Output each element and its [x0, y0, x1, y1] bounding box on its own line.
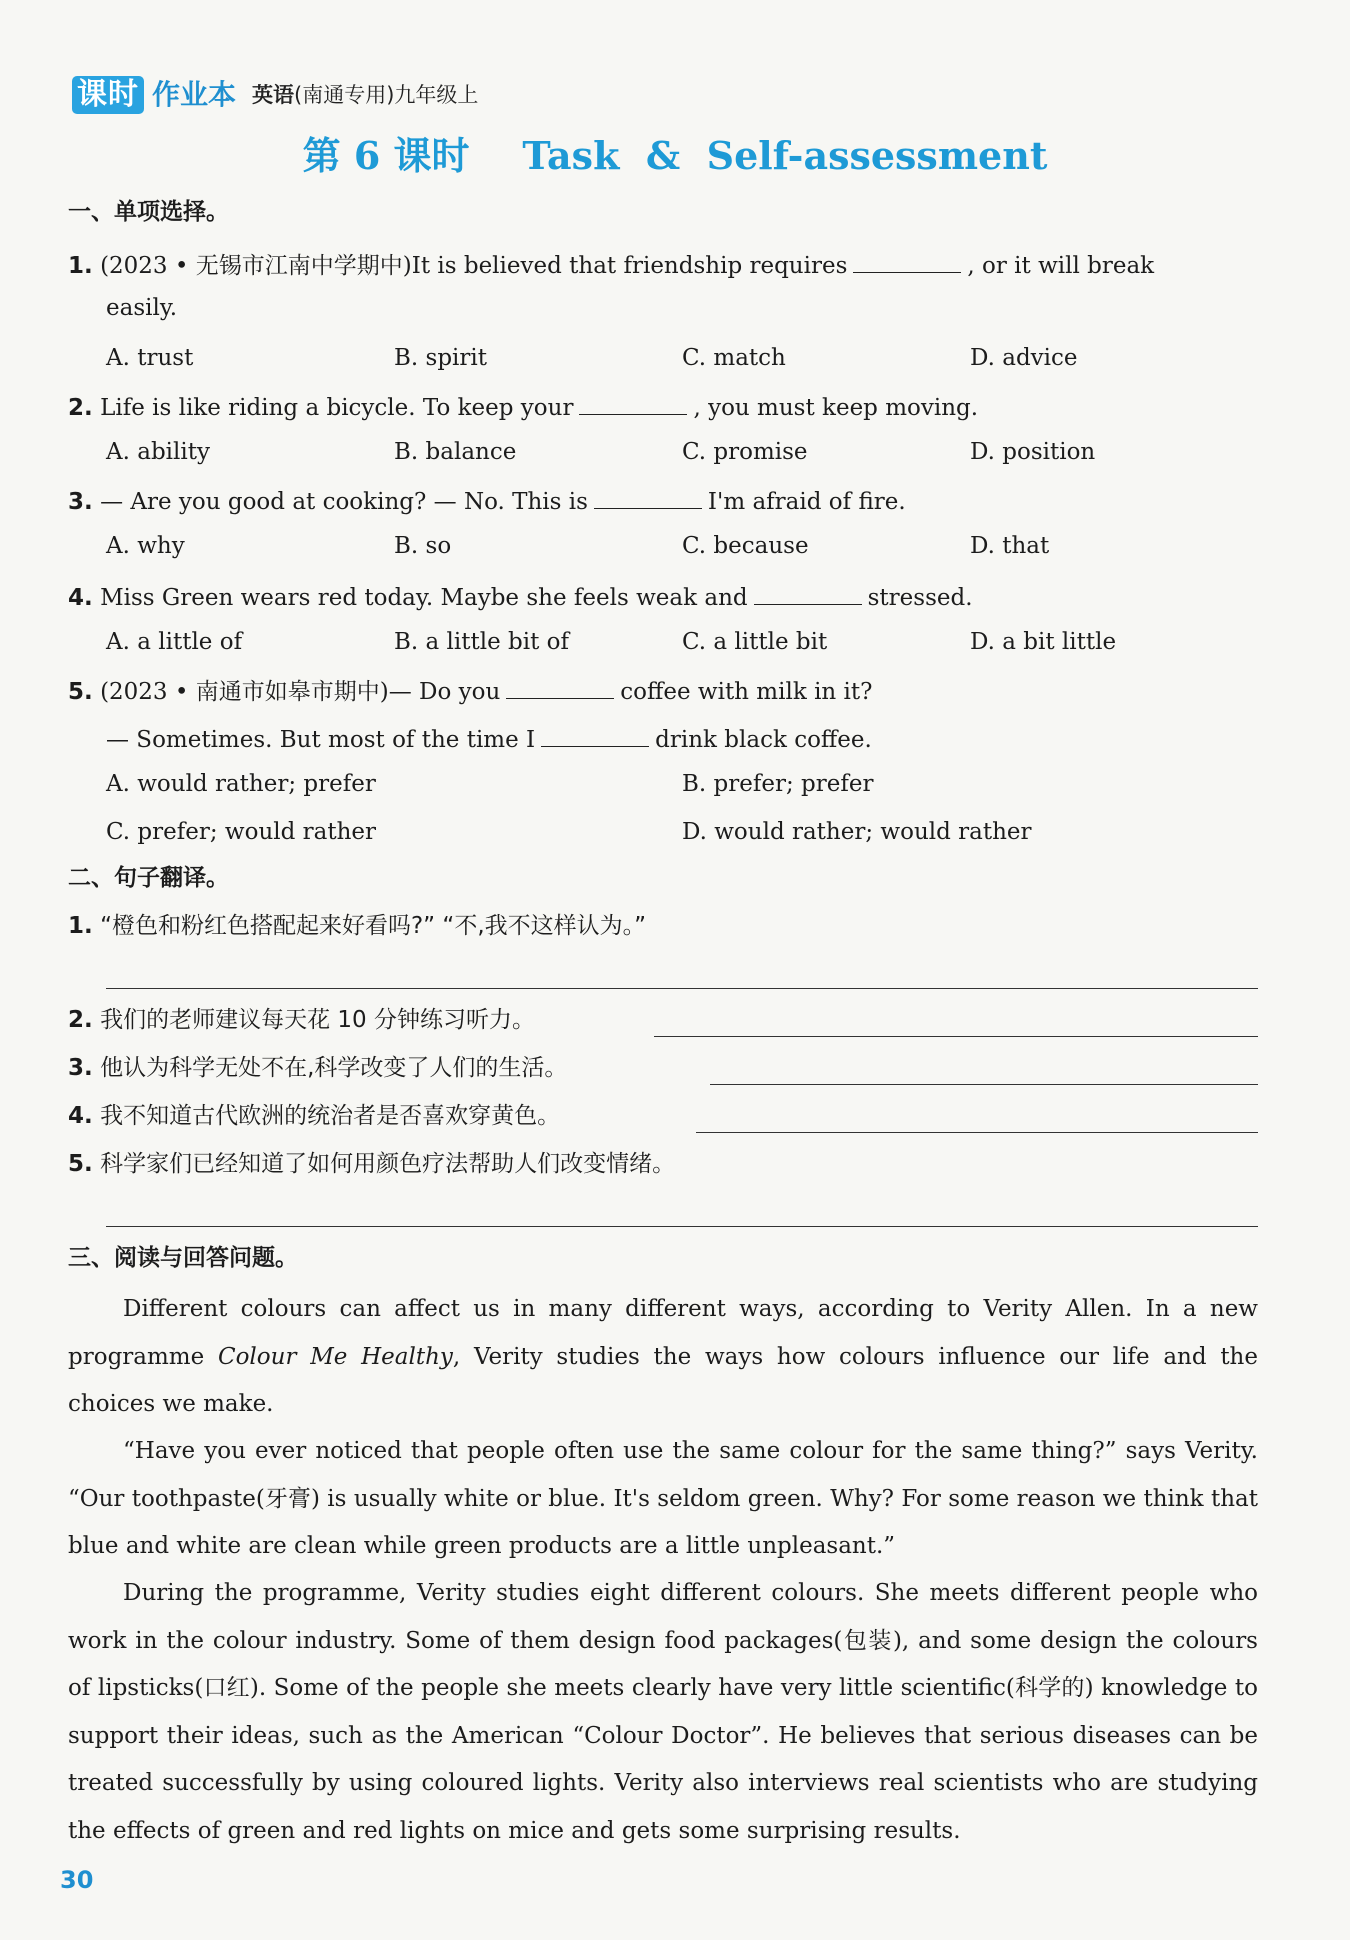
question-text: , or it will break [967, 253, 1155, 279]
logo-box: 课时 [72, 76, 144, 114]
page-number: 30 [60, 1866, 94, 1894]
section-heading-translation: 二、句子翻译。 [68, 865, 229, 891]
question-text: (2023 • 南通市如皋市期中)— Do you [100, 679, 501, 705]
question-text: coffee with milk in it? [620, 679, 873, 705]
option-a[interactable]: A. why [106, 533, 185, 559]
answer-blank[interactable] [594, 482, 702, 509]
translation-item-2 [68, 1002, 535, 1038]
item-number: 5. [68, 1151, 93, 1177]
reading-paragraph-3: During the programme, Verity studies eight different colours. She meets different people who work in the colour industry. Some of them design food packages(包装), and some design the colours of lipsticks(口红). Some of the people she meets clearly have very little scientific(科学的) knowledge to support their ideas, such as the American “Colour Doctor”. He believes that serious diseases can be treated successfully by using coloured lights. Verity also interviews real scientists who are studying the effects of green and red lights on mice and gets some surprising results. [68, 1580, 1258, 1844]
question-number: 2. [68, 395, 93, 421]
translation-item-3 [68, 1050, 567, 1086]
option-b[interactable]: B. a little bit of [394, 629, 570, 655]
item-number: 3. [68, 1055, 93, 1081]
answer-blank[interactable] [506, 672, 614, 699]
question-3 [68, 482, 906, 520]
question-text: — Are you good at cooking? — No. This is [100, 489, 588, 515]
paragraph-text: Different colours can affect us in many different ways, according to Verity Allen. In a new programme [68, 1296, 1258, 1370]
question-1 [68, 246, 1154, 284]
answer-blank[interactable] [541, 720, 649, 747]
question-text: stressed. [867, 585, 973, 611]
question-text: (2023 • 无锡市江南中学期中)It is believed that friendship requires [100, 253, 848, 279]
option-d[interactable]: D. advice [970, 345, 1078, 371]
section-heading-reading: 三、阅读与回答问题。 [68, 1245, 298, 1271]
option-b[interactable]: B. balance [394, 439, 517, 465]
question-5-line-2 [106, 720, 872, 758]
item-text: 我不知道古代欧洲的统治者是否喜欢穿黄色。 [100, 1103, 561, 1129]
answer-line[interactable] [710, 1084, 1258, 1085]
logo-text: 作业本 [152, 78, 237, 111]
item-number: 1. [68, 913, 93, 939]
book-grade: 九年级上 [394, 83, 479, 107]
publisher-logo [72, 76, 236, 114]
item-text: 他认为科学无处不在,科学改变了人们的生活。 [100, 1055, 568, 1081]
question-2 [68, 388, 978, 426]
question-text: Life is like riding a bicycle. To keep your [100, 395, 574, 421]
option-a[interactable]: A. would rather; prefer [106, 771, 376, 797]
book-title [252, 76, 478, 114]
option-d[interactable]: D. that [970, 533, 1050, 559]
answer-blank[interactable] [853, 246, 961, 273]
question-text: Miss Green wears red today. Maybe she feels weak and [100, 585, 748, 611]
question-1-continuation: easily. [106, 295, 178, 321]
book-subject-note: (南通专用) [294, 83, 395, 107]
option-a[interactable]: A. trust [106, 345, 194, 371]
paragraph-text: , Verity studies the ways how colours influence our life and the choices we make. [68, 1343, 1258, 1417]
lesson-title: 第 6 课时 Task & Self-assessment [302, 133, 1048, 178]
question-number: 1. [68, 253, 93, 279]
item-text: 我们的老师建议每天花 10 分钟练习听力。 [100, 1007, 535, 1033]
option-c[interactable]: C. match [682, 345, 786, 371]
answer-line[interactable] [106, 988, 1258, 989]
item-number: 4. [68, 1103, 93, 1129]
option-a[interactable]: A. ability [106, 439, 210, 465]
translation-item-1 [68, 908, 646, 944]
programme-title: Colour Me Healthy [217, 1343, 453, 1370]
reading-paragraph-2: “Have you ever noticed that people often use the same colour for the same thing?” says Verity. “Our toothpaste(牙膏) is usually white or blue. It's seldom green. Why? For some reason we think that blue and white are clean while green products are a little unpleasant.” [68, 1438, 1258, 1559]
question-5 [68, 672, 873, 710]
option-c[interactable]: C. promise [682, 439, 808, 465]
reading-paragraph-1 [68, 1286, 1258, 1429]
option-b[interactable]: B. prefer; prefer [682, 771, 874, 797]
question-text: I'm afraid of fire. [707, 489, 906, 515]
question-number: 3. [68, 489, 93, 515]
answer-blank[interactable] [579, 388, 687, 415]
item-text: “橙色和粉红色搭配起来好看吗?” “不,我不这样认为。” [100, 913, 647, 939]
option-d[interactable]: D. would rather; would rather [682, 819, 1032, 845]
option-d[interactable]: D. position [970, 439, 1096, 465]
question-number: 4. [68, 585, 93, 611]
option-b[interactable]: B. spirit [394, 345, 487, 371]
option-c[interactable]: C. prefer; would rather [106, 819, 377, 845]
translation-item-5 [68, 1146, 675, 1182]
translation-item-4 [68, 1098, 560, 1134]
item-text: 科学家们已经知道了如何用颜色疗法帮助人们改变情绪。 [100, 1151, 676, 1177]
question-text: — Sometimes. But most of the time I [106, 727, 536, 753]
page-header [72, 68, 478, 114]
question-text: drink black coffee. [655, 727, 872, 753]
question-number: 5. [68, 679, 93, 705]
section-heading-multiple-choice: 一、单项选择。 [68, 199, 229, 225]
option-a[interactable]: A. a little of [106, 629, 243, 655]
answer-blank[interactable] [754, 578, 862, 605]
option-b[interactable]: B. so [394, 533, 452, 559]
book-subject: 英语 [252, 83, 295, 107]
item-number: 2. [68, 1007, 93, 1033]
answer-line[interactable] [696, 1132, 1258, 1133]
question-text: , you must keep moving. [693, 395, 979, 421]
option-c[interactable]: C. a little bit [682, 629, 828, 655]
answer-line[interactable] [106, 1226, 1258, 1227]
option-c[interactable]: C. because [682, 533, 809, 559]
question-4 [68, 578, 973, 616]
answer-line[interactable] [654, 1036, 1258, 1037]
option-d[interactable]: D. a bit little [970, 629, 1117, 655]
